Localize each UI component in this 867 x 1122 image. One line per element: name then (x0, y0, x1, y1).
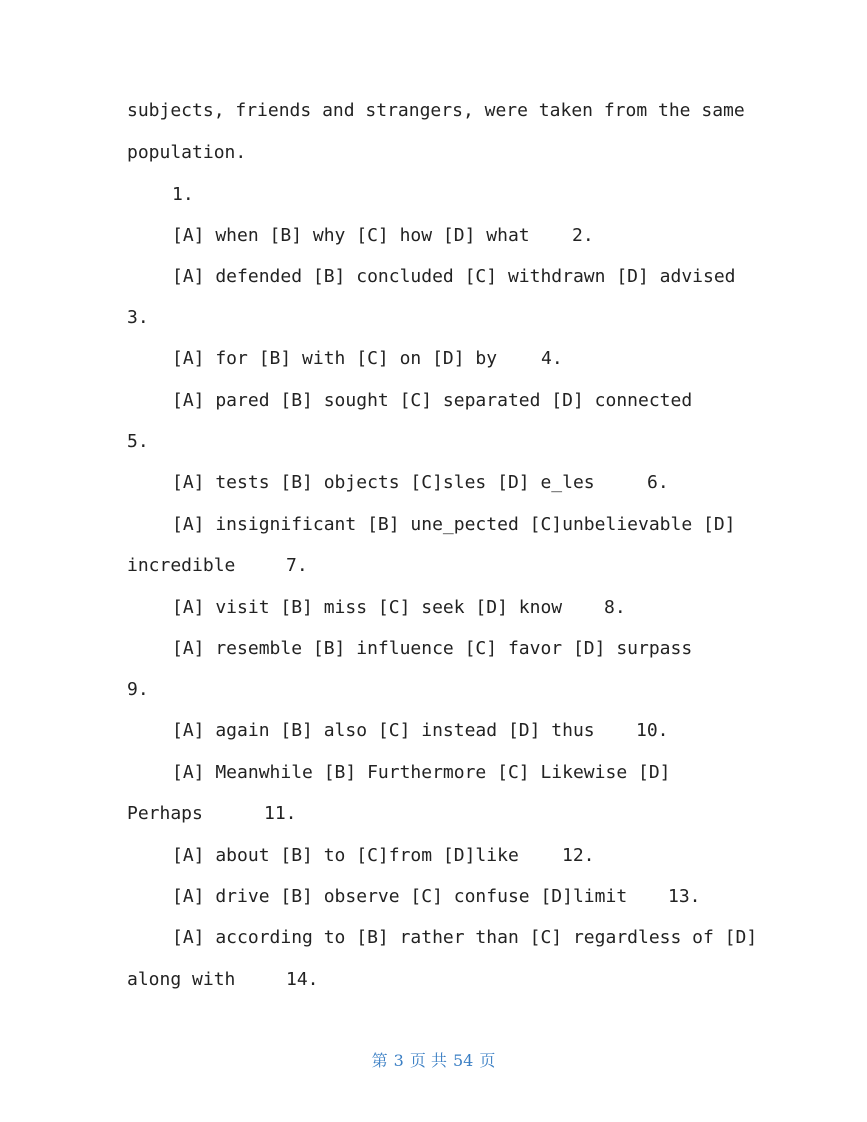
footer-page-number: 3 (393, 1051, 404, 1070)
question-number-3: 3. (127, 307, 149, 328)
question-number-10: 10. (636, 720, 669, 741)
footer-total-pages: 54 (452, 1051, 474, 1070)
question-number-1: 1. (172, 184, 194, 205)
question-number-4: 4. (541, 348, 563, 369)
options-q4: [A] pared [B] sought [C] separated [D] connected (172, 390, 693, 411)
options-q10-line2: Perhaps (127, 803, 203, 824)
intro-line-1: subjects, friends and strangers, were taken from the same (127, 100, 745, 121)
question-number-8: 8. (604, 597, 626, 618)
page-footer (0, 1048, 867, 1071)
question-number-2: 2. (572, 225, 594, 246)
question-number-7: 7. (286, 555, 308, 576)
footer-mid: 页 共 (409, 1051, 447, 1070)
options-q13-line1: [A] according to [B] rather than [C] regardless of [D] (172, 927, 758, 948)
footer-suffix: 页 (479, 1051, 496, 1070)
question-number-12: 12. (562, 845, 595, 866)
question-number-13: 13. (668, 886, 701, 907)
question-number-9: 9. (127, 679, 149, 700)
options-q10-line1: [A] Meanwhile [B] Furthermore [C] Likewise [D] (172, 762, 671, 783)
options-q7: [A] visit [B] miss [C] seek [D] know (172, 597, 563, 618)
options-q6-line1: [A] insignificant [B] une_pected [C]unbelievable [D] (172, 514, 736, 535)
options-q8: [A] resemble [B] influence [C] favor [D] surpass (172, 638, 693, 659)
options-q9: [A] again [B] also [C] instead [D] thus (172, 720, 595, 741)
question-number-14: 14. (286, 969, 319, 990)
options-q6-line2: incredible (127, 555, 236, 576)
options-q13-line2: along with (127, 969, 236, 990)
options-q12: [A] drive [B] observe [C] confuse [D]limit (172, 886, 628, 907)
options-q11: [A] about [B] to [C]from [D]like (172, 845, 519, 866)
question-number-6: 6. (647, 472, 669, 493)
options-q5: [A] tests [B] objects [C]sles [D] e_les (172, 472, 595, 493)
footer-prefix: 第 (371, 1051, 388, 1070)
question-number-11: 11. (264, 803, 297, 824)
question-number-5: 5. (127, 431, 149, 452)
options-q1: [A] when [B] why [C] how [D] what (172, 225, 530, 246)
options-q2: [A] defended [B] concluded [C] withdrawn [D] advised (172, 266, 736, 287)
intro-line-2: population. (127, 142, 247, 163)
options-q3: [A] for [B] with [C] on [D] by (172, 348, 498, 369)
